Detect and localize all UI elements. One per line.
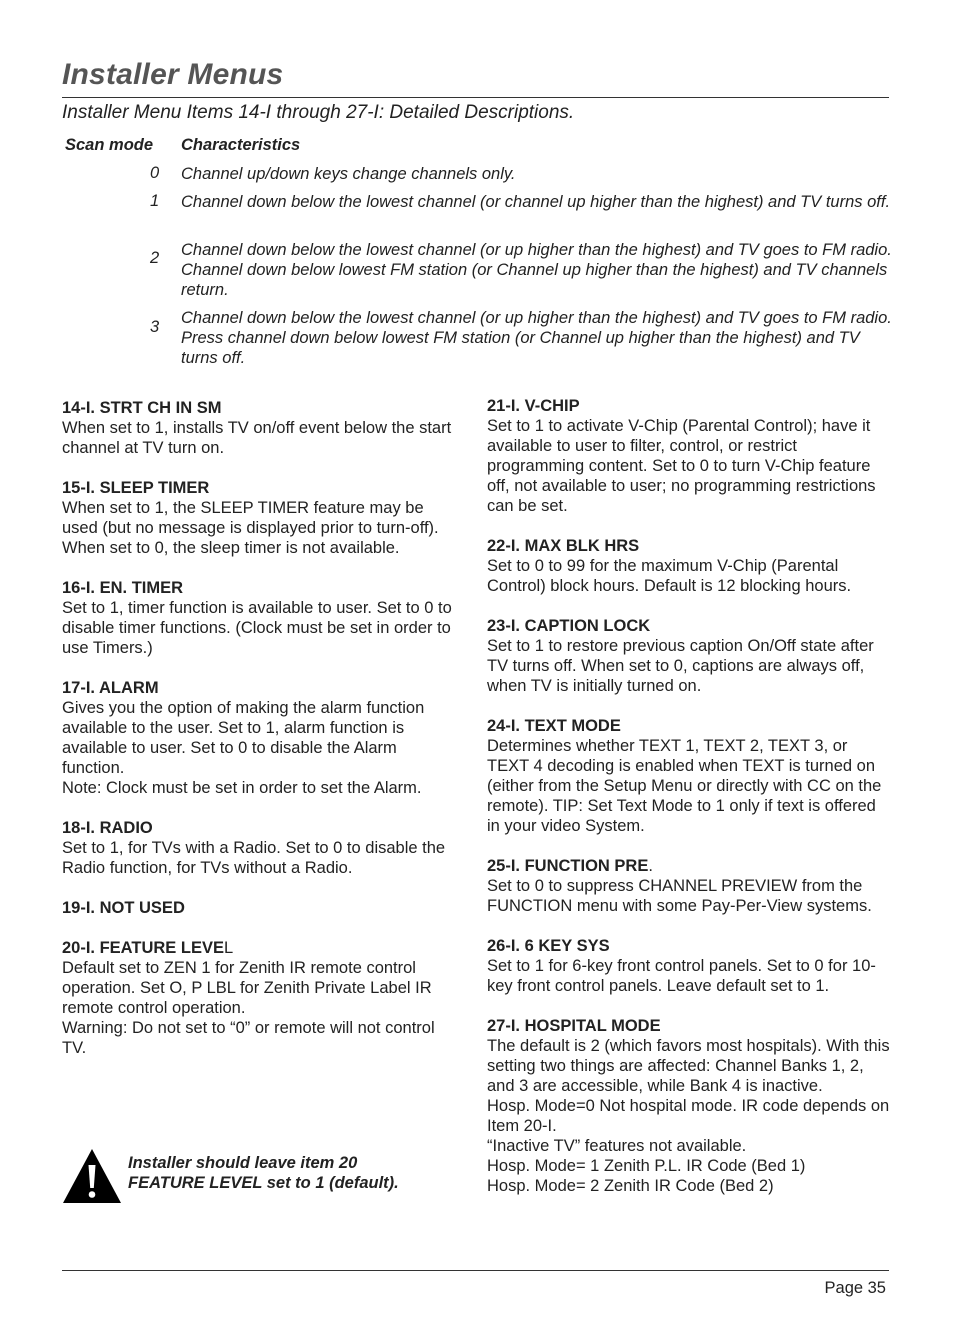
item-heading: 17-I. ALARM xyxy=(62,679,159,697)
item-heading: 26-I. 6 KEY SYS xyxy=(487,937,610,955)
menu-item-25 xyxy=(487,856,891,916)
item-heading: 20-I. FEATURE LEVEL xyxy=(62,939,234,957)
scan-mode-number: 0 xyxy=(150,164,160,182)
item-description: Set to 1 to restore previous caption On/Off state after TV turns off. When set to 0, captions are always off, when TV is initially turned on. xyxy=(487,637,874,695)
item-description: Set to 1, for TVs with a Radio. Set to 0 to disable the Radio function, for TVs without a Radio. xyxy=(62,839,446,877)
item-heading: 24-I. TEXT MODE xyxy=(487,717,621,735)
item-description: Set to 1 to activate V-Chip (Parental Control); have it available to user to filter, control, or restrict programming content. Set to 0 to turn V-Chip feature off, not available to user; no programming restrictions can be set. xyxy=(487,417,876,515)
scan-mode-description: Channel down below the lowest channel (or up higher than the highest) and TV goes to FM radio. Channel down below lowest FM station (or Channel up higher than the highest) and TV channels return. xyxy=(181,241,892,299)
menu-item-23 xyxy=(487,616,891,696)
item-heading: 18-I. RADIO xyxy=(62,819,153,837)
scan-mode-number: 3 xyxy=(150,318,160,336)
item-description: Set to 0 to suppress CHANNEL PREVIEW from the FUNCTION menu with some Pay-Per-View systems. xyxy=(487,877,872,915)
warning-triangle-icon xyxy=(62,1148,122,1204)
menu-item-21 xyxy=(487,396,891,516)
menu-item-19 xyxy=(62,898,460,918)
menu-item-15 xyxy=(62,478,460,558)
item-description: Gives you the option of making the alarm function available to the user. Set to 1, alarm function is available to user. Set to 0 to disable the Alarm function. Note: Clock must be set in order to set the Alarm. xyxy=(62,699,425,797)
item-description: Set to 0 to 99 for the maximum V-Chip (Parental Control) block hours. Default is 12 blocking hours. xyxy=(487,557,852,595)
menu-item-27 xyxy=(487,1016,891,1196)
page-title: Installer Menus xyxy=(62,58,284,91)
item-description: When set to 1, installs TV on/off event below the start channel at TV turn on. xyxy=(62,419,452,457)
item-description: The default is 2 (which favors most hospitals). With this setting two things are affected: Channel Banks 1, 2, and 3 are accessible, while Bank 4 is inactive. Hosp. Mode=0 Not hospital mode. IR code depends on Item 20-I. “Inactive TV” features not available. Hosp. Mode= 1 Zenith P.L. IR Code (Bed 1) Hosp. Mode= 2 Zenith IR Code (Bed 2) xyxy=(487,1037,890,1195)
scan-mode-number: 2 xyxy=(150,249,160,267)
right-column xyxy=(487,396,891,1216)
item-description: Determines whether TEXT 1, TEXT 2, TEXT 3, or TEXT 4 decoding is enabled when TEXT is turned on (either from the Setup Menu or directly with CC on the remote). TIP: Set Text Mode to 1 only if text is offered in your video System. xyxy=(487,737,882,835)
item-heading: 27-I. HOSPITAL MODE xyxy=(487,1017,661,1035)
menu-item-16 xyxy=(62,578,460,658)
item-description: Set to 1 for 6-key front control panels. Set to 0 for 10-key front control panels. Leave default set to 1. xyxy=(487,957,876,995)
menu-item-17 xyxy=(62,678,460,798)
menu-item-26 xyxy=(487,936,891,996)
item-description: When set to 1, the SLEEP TIMER feature may be used (but no message is displayed prior to turn-off). When set to 0, the sleep timer is not available. xyxy=(62,499,439,557)
item-heading: 21-I. V-CHIP xyxy=(487,397,580,415)
menu-item-18 xyxy=(62,818,460,878)
page-subtitle: Installer Menu Items 14-I through 27-I: Detailed Descriptions. xyxy=(62,102,575,123)
item-heading: 14-I. STRT CH IN SM xyxy=(62,399,222,417)
scan-mode-header: Scan mode xyxy=(65,136,154,154)
menu-item-24 xyxy=(487,716,891,836)
menu-item-14 xyxy=(62,398,460,458)
warning-note: Installer should leave item 20 FEATURE LEVEL set to 1 (default). xyxy=(128,1154,399,1192)
menu-item-20 xyxy=(62,938,460,1058)
scan-mode-description: Channel down below the lowest channel (or up higher than the highest) and TV goes to FM radio. Press channel down below lowest FM station (or Channel up higher than the highest) and TV turns off. xyxy=(181,309,892,367)
item-heading: 19-I. NOT USED xyxy=(62,899,185,917)
page-number: Page 35 xyxy=(824,1279,886,1297)
scan-mode-description: Channel down below the lowest channel (or channel up higher than the highest) and TV turns off. xyxy=(181,193,891,211)
item-heading: 16-I. EN. TIMER xyxy=(62,579,184,597)
left-column xyxy=(62,398,460,1078)
characteristics-header: Characteristics xyxy=(181,136,301,154)
top-divider xyxy=(62,97,889,98)
scan-mode-number: 1 xyxy=(150,192,160,210)
menu-item-22 xyxy=(487,536,891,596)
item-heading: 25-I. FUNCTION PRE. xyxy=(487,857,653,875)
item-heading: 22-I. MAX BLK HRS xyxy=(487,537,640,555)
item-description: Set to 1, timer function is available to user. Set to 0 to disable timer functions. (Clock must be set in order to use Timers.) xyxy=(62,599,452,657)
bottom-divider xyxy=(62,1270,889,1271)
item-heading: 23-I. CAPTION LOCK xyxy=(487,617,651,635)
scan-mode-description: Channel up/down keys change channels only. xyxy=(181,165,516,183)
item-description: Default set to ZEN 1 for Zenith IR remote control operation. Set O, P LBL for Zenith Private Label IR remote control operation. Warning: Do not set to “0” or remote will not control TV. xyxy=(62,959,435,1057)
item-heading: 15-I. SLEEP TIMER xyxy=(62,479,210,497)
